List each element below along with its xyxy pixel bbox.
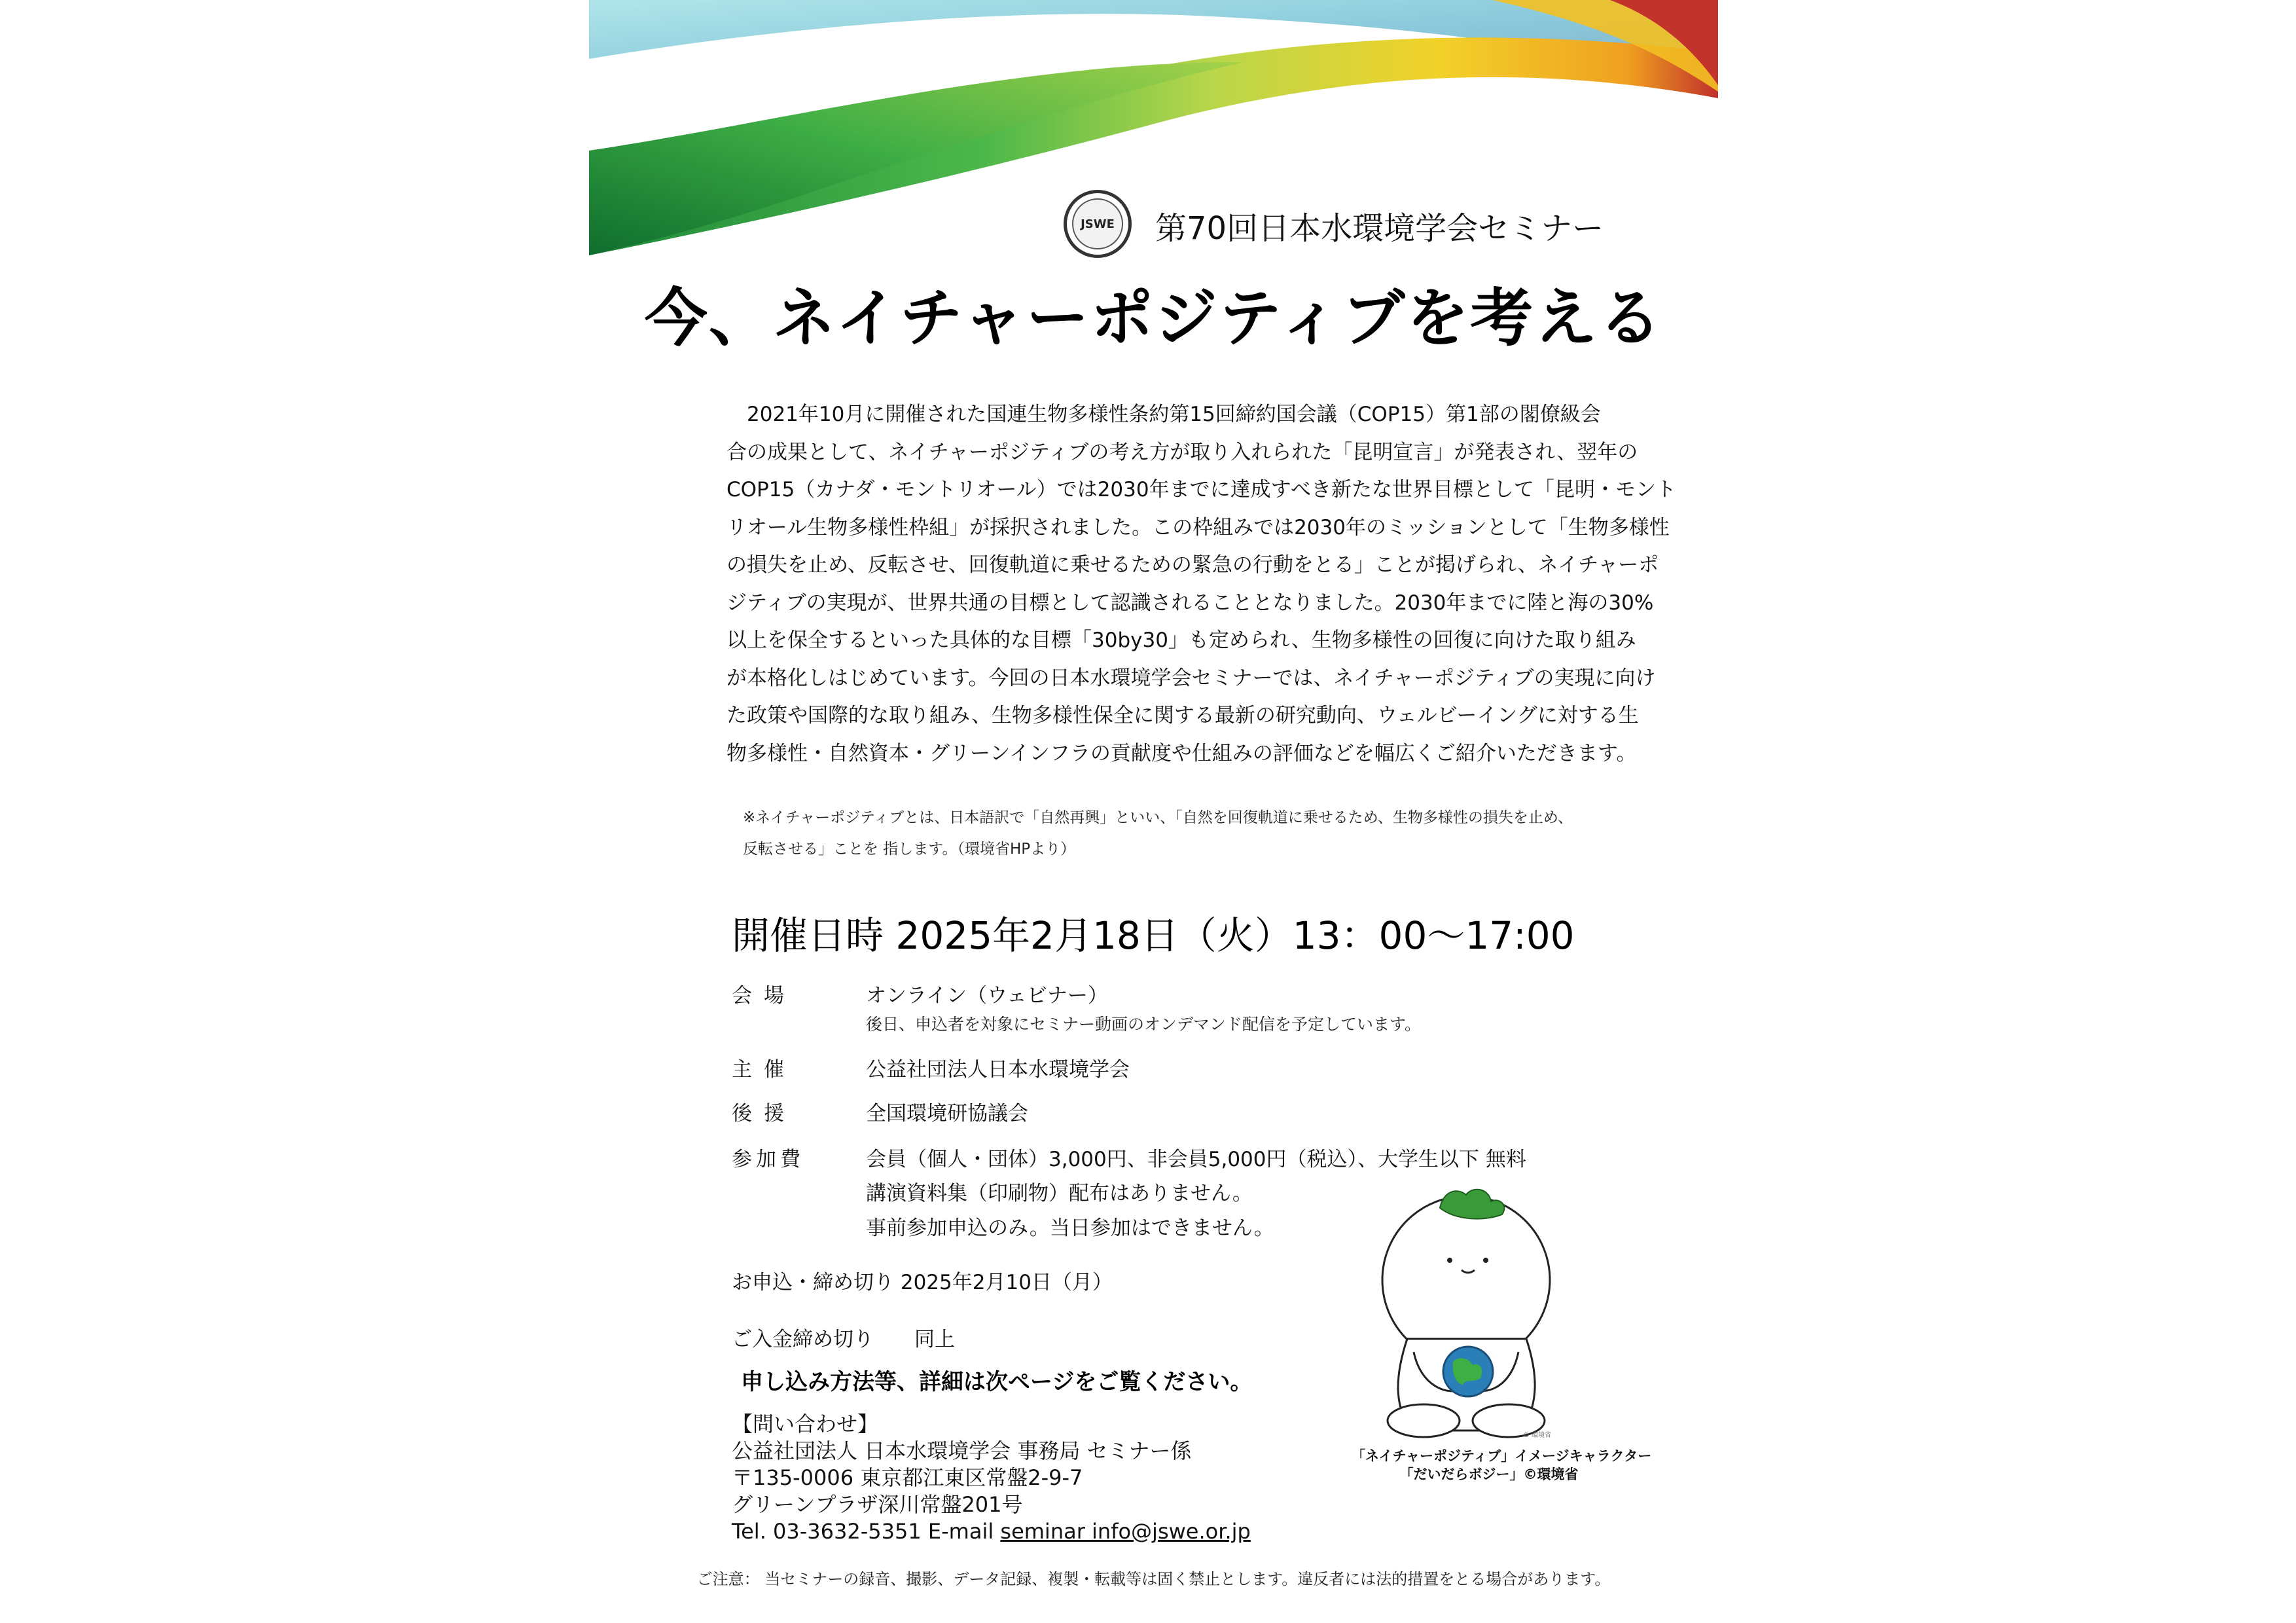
jswe-logo: [1064, 190, 1132, 258]
fee-label: 参加費: [732, 1148, 804, 1171]
support-row: [732, 1097, 1028, 1126]
intro-line: 以上を保全するといった具体的な目標「30by30」も定められ、生物多様性の回復に向けた取り組み: [726, 629, 1636, 652]
fee-value: 会員（個人・団体）3,000円、非会員5,000円（税込）、大学生以下 無料: [866, 1148, 1526, 1171]
contact-tel-line: [732, 1518, 1251, 1545]
application-deadline: お申込・締め切り 2025年2月10日（月）: [732, 1271, 1113, 1294]
character-copyright-mark: © 環境省: [1522, 1432, 1551, 1439]
intro-paragraph: [726, 396, 1676, 773]
intro-line: COP15（カナダ・モントリオール）では2030年までに達成すべき新たな世界目標として「昆明・モント: [726, 478, 1676, 501]
support-label: 後援: [732, 1102, 796, 1125]
note-line: ※ネイチャーポジティブとは、日本語訳で「自然再興」といい、「自然を回復軌道に乗せるため、生物多様性の損失を止め、: [743, 809, 1573, 826]
contact-org: 公益社団法人 日本水環境学会 事務局 セミナー係: [732, 1438, 1192, 1463]
fee-row: [732, 1142, 1526, 1172]
main-title: 今、ネイチャーポジティブを考える: [644, 282, 1663, 355]
intro-line: 合の成果として、ネイチャーポジティブの考え方が取り入れられた「昆明宣言」が発表され、翌年の: [726, 440, 1638, 464]
organizer-row: [732, 1053, 1130, 1082]
fee-note-handouts: 講演資料集（印刷物）配布はありません。: [866, 1182, 1253, 1205]
definition-note: [743, 802, 1594, 865]
caption-line: 「ネイチャーポジティブ」イメージキャラクター: [1352, 1448, 1652, 1464]
intro-line: ジティブの実現が、世界共通の目標として認識されることとなりました。2030年までに陸と海の30%: [726, 591, 1654, 615]
seminar-title: 第70回日本水環境学会セミナー: [1155, 210, 1604, 247]
flyer-page: [589, 0, 1718, 1623]
venue-value: オンライン（ウェビナー）: [866, 984, 1108, 1008]
intro-line: リオール生物多様性枠組」が採択されました。この枠組みでは2030年のミッションとして「生物多様性: [726, 515, 1670, 539]
contact-address2: グリーンプラザ深川常盤201号: [732, 1492, 1023, 1517]
daidara-bosy-character-illustration: [1368, 1188, 1577, 1444]
organizer-value: 公益社団法人日本水環境学会: [866, 1058, 1130, 1082]
fee-note-registration: 事前参加申込のみ。当日参加はできません。: [866, 1216, 1274, 1240]
organizer-label: 主催: [732, 1058, 796, 1082]
footer-notice: ご注意： 当セミナーの録音、撮影、データ記録、複製・転載等は固く禁止とします。違反者には法的措置をとる場合があります。: [696, 1570, 1611, 1588]
venue-note: 後日、申込者を対象にセミナー動画のオンデマンド配信を予定しています。: [866, 1015, 1422, 1034]
payment-deadline: ご入金締め切り 同上: [732, 1328, 955, 1351]
event-datetime: 開催日時 2025年2月18日（火）13：00～17:00: [732, 913, 1575, 958]
jswe-logo-text: JSWE: [1072, 198, 1123, 249]
venue-row: [732, 979, 1108, 1008]
intro-line: が本格化しはじめています。今回の日本水環境学会セミナーでは、ネイチャーポジティブの実現に向け: [726, 666, 1656, 690]
contact-heading: 【問い合わせ】: [732, 1412, 879, 1436]
note-line: 反転させる」ことを 指します。（環境省HPより）: [743, 841, 1076, 858]
intro-line: 2021年10月に開催された国連生物多様性条約第15回締約国会議（COP15）第1部の閣僚級会: [726, 403, 1601, 426]
contact-address1: 〒135-0006 東京都江東区常盤2-9-7: [732, 1465, 1083, 1490]
support-value: 全国環境研協議会: [866, 1102, 1028, 1125]
intro-line: た政策や国際的な取り組み、生物多様性保全に関する最新の研究動向、ウェルビーイングに対する生: [726, 704, 1639, 727]
character-caption: [1352, 1447, 1652, 1484]
contact-block: [732, 1411, 1251, 1545]
details-notice: 申し込み方法等、詳細は次ページをご覧ください。: [741, 1369, 1253, 1395]
intro-line: の損失を止め、反転させ、回復軌道に乗せるための緊急の行動をとる」ことが掲げられ、ネイチャーポ: [726, 553, 1659, 577]
venue-label: 会場: [732, 984, 796, 1008]
caption-line: 「だいだらボジー」©環境省: [1399, 1467, 1579, 1482]
intro-line: 物多様性・自然資本・グリーンインフラの貢献度や仕組みの評価などを幅広くご紹介いただきます。: [726, 741, 1637, 765]
contact-email-link[interactable]: seminar info@jswe.or.jp: [1000, 1519, 1251, 1544]
contact-tel: Tel. 03-3632-5351 E-mail: [732, 1519, 1001, 1544]
